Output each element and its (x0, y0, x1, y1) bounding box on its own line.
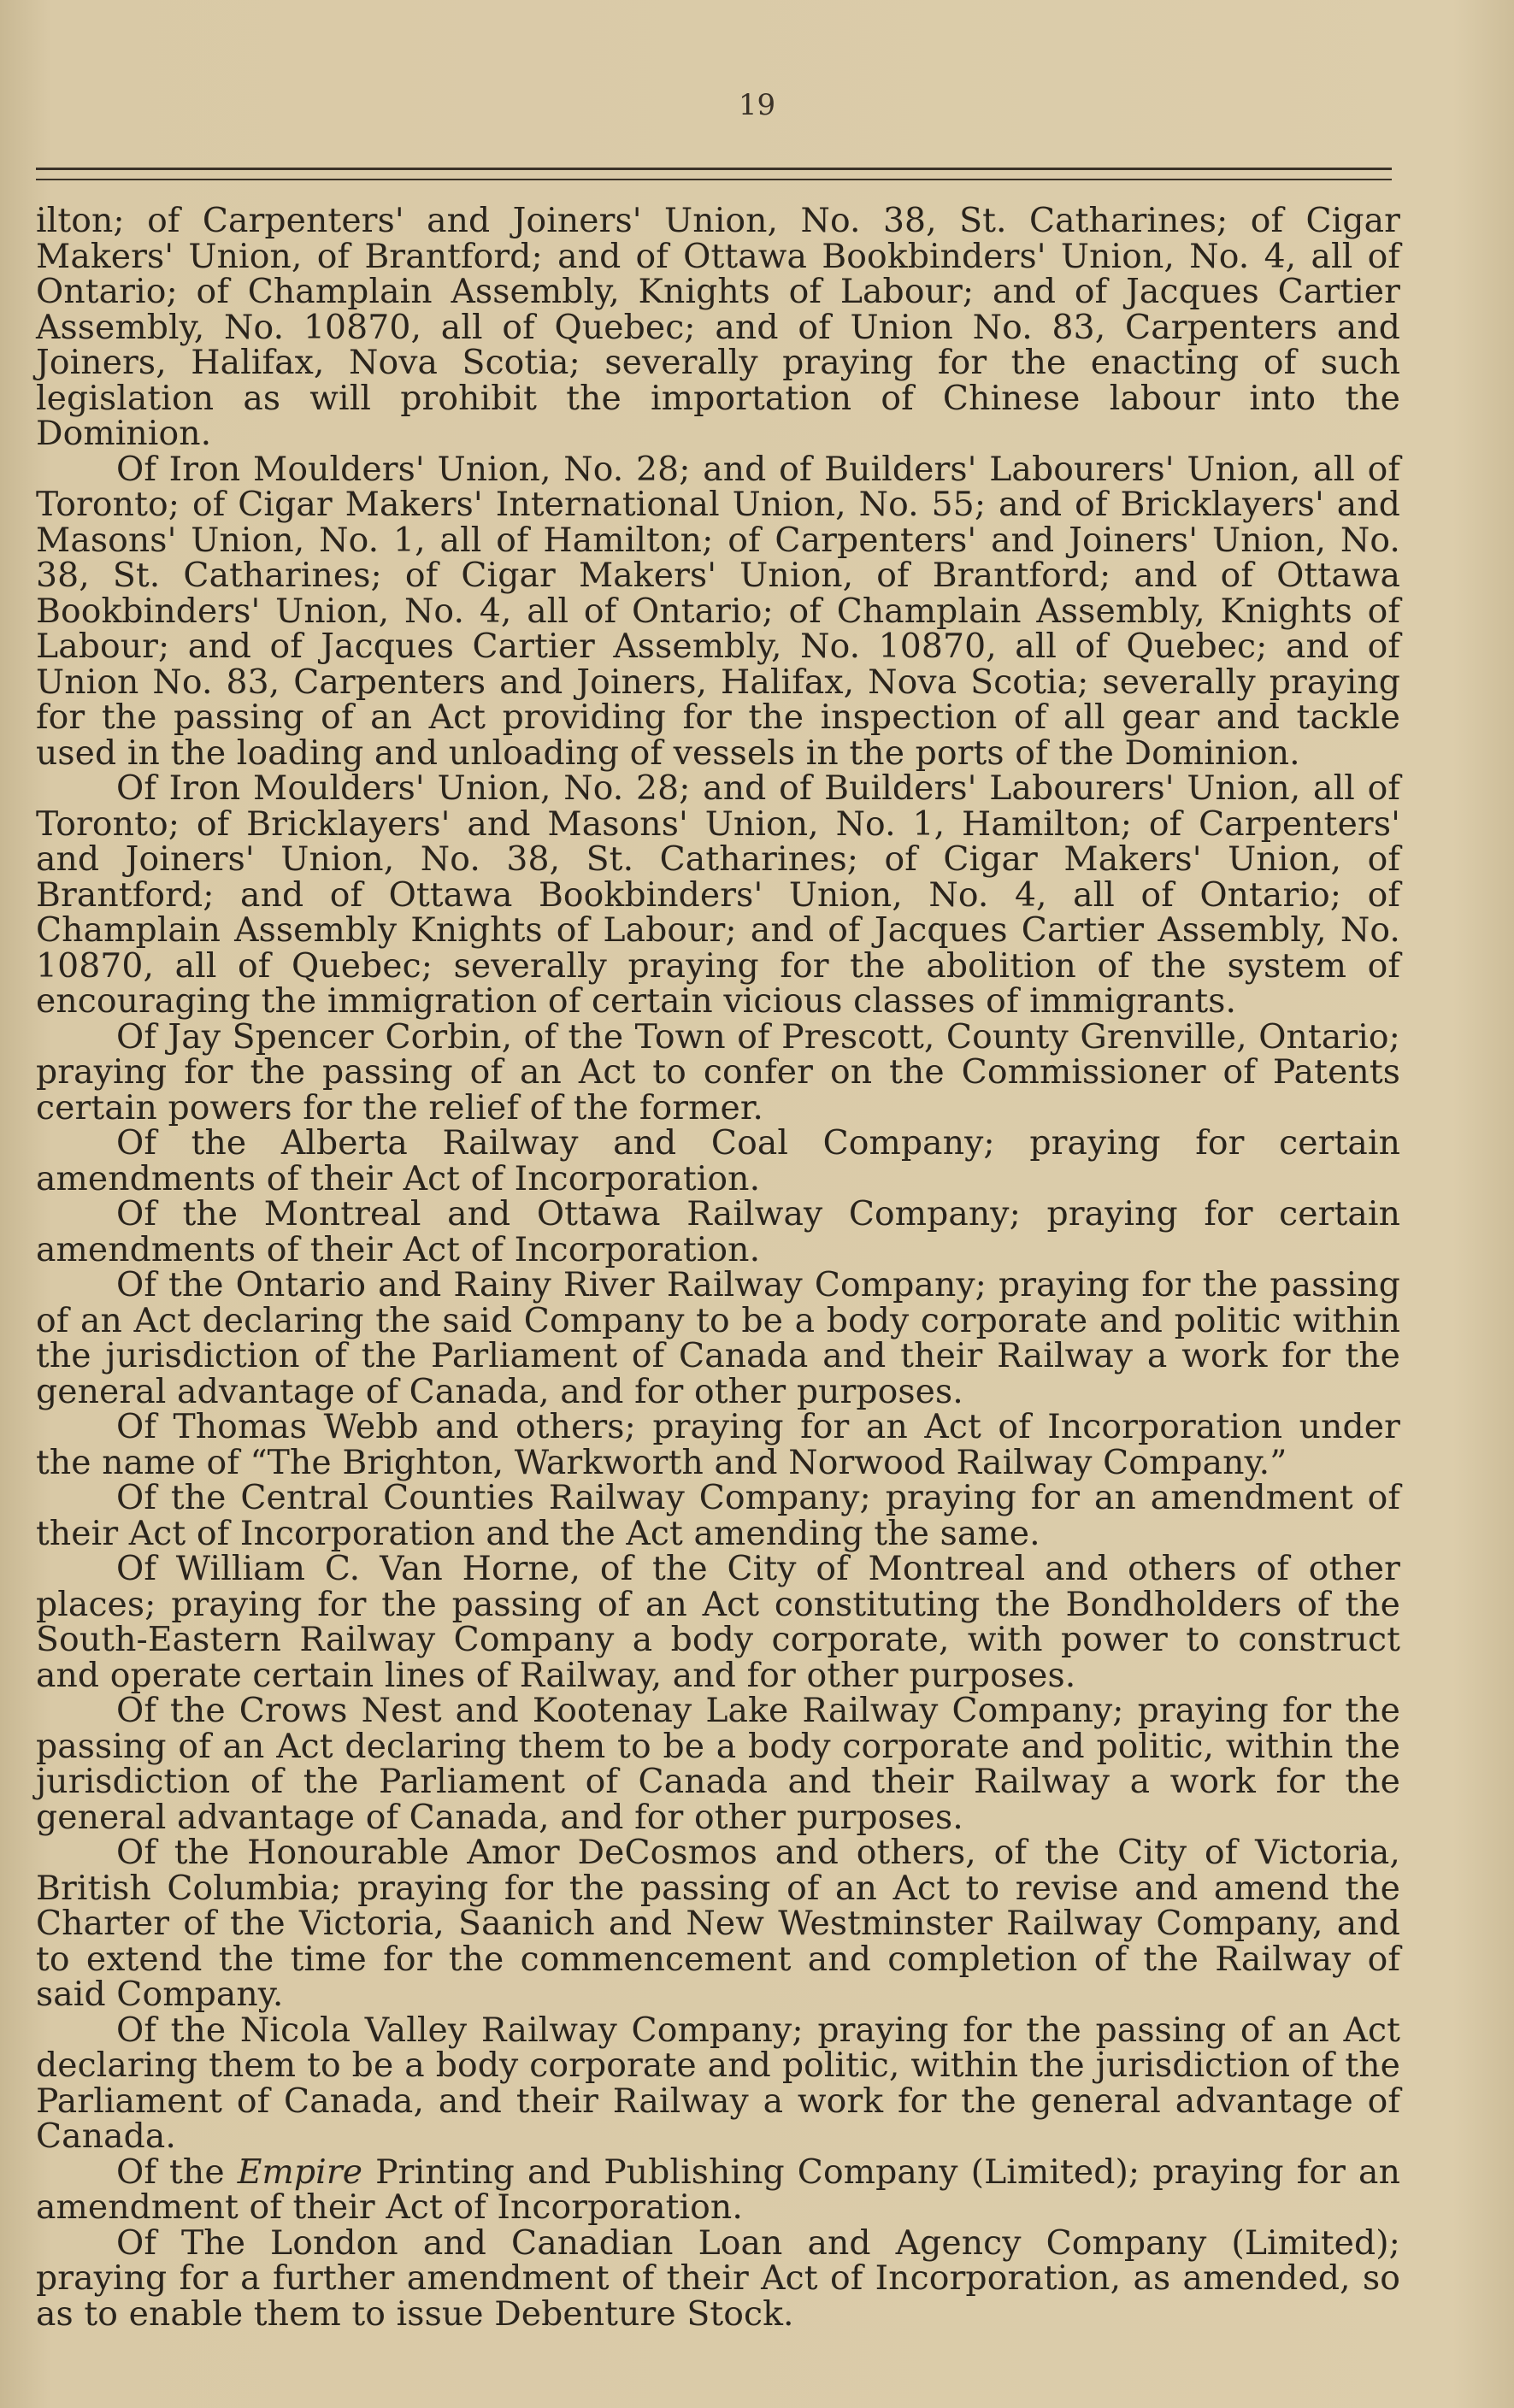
header-rule-top (36, 168, 1392, 170)
petition-entry: Of the Central Counties Railway Company; praying for an amendment of their Act of Incorporation and the Act amending the same. (36, 1479, 1400, 1553)
petition-entry: Of Iron Moulders' Union, No. 28; and of Builders' Labourers' Union, all of Toronto; of Bricklayers' and Masons' Union, No. 1, Hamilton; of Carpenters' and Joiners' Union, No. 38, St. Catharines; of Cigar Makers' Union, of Brantford; and of Ottawa Bookbinders' Union, No. 4, all of Ontario; of Champlain Assembly Knights of Labour; and of Jacques Cartier Assembly, No. 10870, all of Quebec; severally praying for the abolition of the system of encouraging the immigration of certain vicious classes of immigrants. (36, 769, 1400, 1021)
entry-text-italic: Empire (237, 2152, 363, 2192)
entry-text-post: Printing and Publishing Company (Limited); praying for an amendment of their Act of Incorporation. (36, 2152, 1400, 2227)
petition-entry: Of William C. Van Horne, of the City of Montreal and others of other places; praying for the passing of an Act constituting the Bondholders of the South-Eastern Railway Company a body corporate, with power to construct and operate certain lines of Railway, and for other purposes. (36, 1550, 1400, 1695)
petition-entry: Of the Montreal and Ottawa Railway Company; praying for certain amendments of their Act of Incorporation. (36, 1195, 1400, 1269)
page-number: 19 (738, 88, 776, 122)
petition-entry: Of The London and Canadian Loan and Agency Company (Limited); praying for a further amendment of their Act of Incorporation, as amended, so as to enable them to issue Debenture Stock. (36, 2223, 1400, 2334)
body-text (36, 203, 1400, 2332)
petition-entry-empire (36, 2152, 1400, 2227)
header-rule-bottom (36, 179, 1392, 180)
petition-entry: Of the Nicola Valley Railway Company; praying for the passing of an Act declaring them to be a body corporate and politic, within the jurisdiction of the Parliament of Canada, and their Railway a work for the general advantage of Canada. (36, 2011, 1400, 2156)
petition-entry: Of the Crows Nest and Kootenay Lake Railway Company; praying for the passing of an Act declaring them to be a body corporate and politic, within the jurisdiction of the Parliament of Canada and their Railway a work for the general advantage of Canada, and for other purposes. (36, 1692, 1400, 1837)
petition-entry: Of the Ontario and Rainy River Railway Company; praying for the passing of an Act declaring the said Company to be a body corporate and politic within the jurisdiction of the Parliament of Canada and their Railway a work for the general advantage of Canada, and for other purposes. (36, 1266, 1400, 1411)
petition-entry: Of the Honourable Amor DeCosmos and others, of the City of Victoria, British Columbia; praying for the passing of an Act to revise and amend the Charter of the Victoria, Saanich and New Westminster Railway Company, and to extend the time for the commencement and completion of the Railway of said Company. (36, 1834, 1400, 2014)
entry-text-pre: Of the (116, 2152, 238, 2192)
petition-entry: Of the Alberta Railway and Coal Company; praying for certain amendments of their Act of Incorporation. (36, 1124, 1400, 1198)
paragraph-continuation: ilton; of Carpenters' and Joiners' Union, No. 38, St. Catharines; of Cigar Makers' Union, of Brantford; and of Ottawa Bookbinders' Union, No. 4, all of Ontario; of Champlain Assembly, Knights of Labour; and of Jacques Cartier Assembly, No. 10870, all of Quebec; and of Union No. 83, Carpenters and Joiners, Halifax, Nova Scotia; severally praying for the enacting of such legislation as will prohibit the importation of Chinese labour into the Dominion. (36, 202, 1400, 453)
petition-entry: Of Jay Spencer Corbin, of the Town of Prescott, County Grenville, Ontario; praying for the passing of an Act to confer on the Commissioner of Patents certain powers for the relief of the former. (36, 1017, 1400, 1127)
petition-entry: Of Thomas Webb and others; praying for an Act of Incorporation under the name of “The Brighton, Warkworth and Norwood Railway Company.” (36, 1408, 1400, 1482)
petition-entry: Of Iron Moulders' Union, No. 28; and of Builders' Labourers' Union, all of Toronto; of Cigar Makers' International Union, No. 55; and of Bricklayers' and Masons' Union, No. 1, all of Hamilton; of Carpenters' and Joiners' Union, No. 38, St. Catharines; of Cigar Makers' Union, of Brantford; and of Ottawa Bookbinders' Union, No. 4, all of Ontario; of Champlain Assembly, Knights of Labour; and of Jacques Cartier Assembly, No. 10870, all of Quebec; and of Union No. 83, Carpenters and Joiners, Halifax, Nova Scotia; severally praying for the passing of an Act providing for the inspection of all gear and tackle used in the loading and unloading of vessels in the ports of the Dominion. (36, 450, 1400, 773)
